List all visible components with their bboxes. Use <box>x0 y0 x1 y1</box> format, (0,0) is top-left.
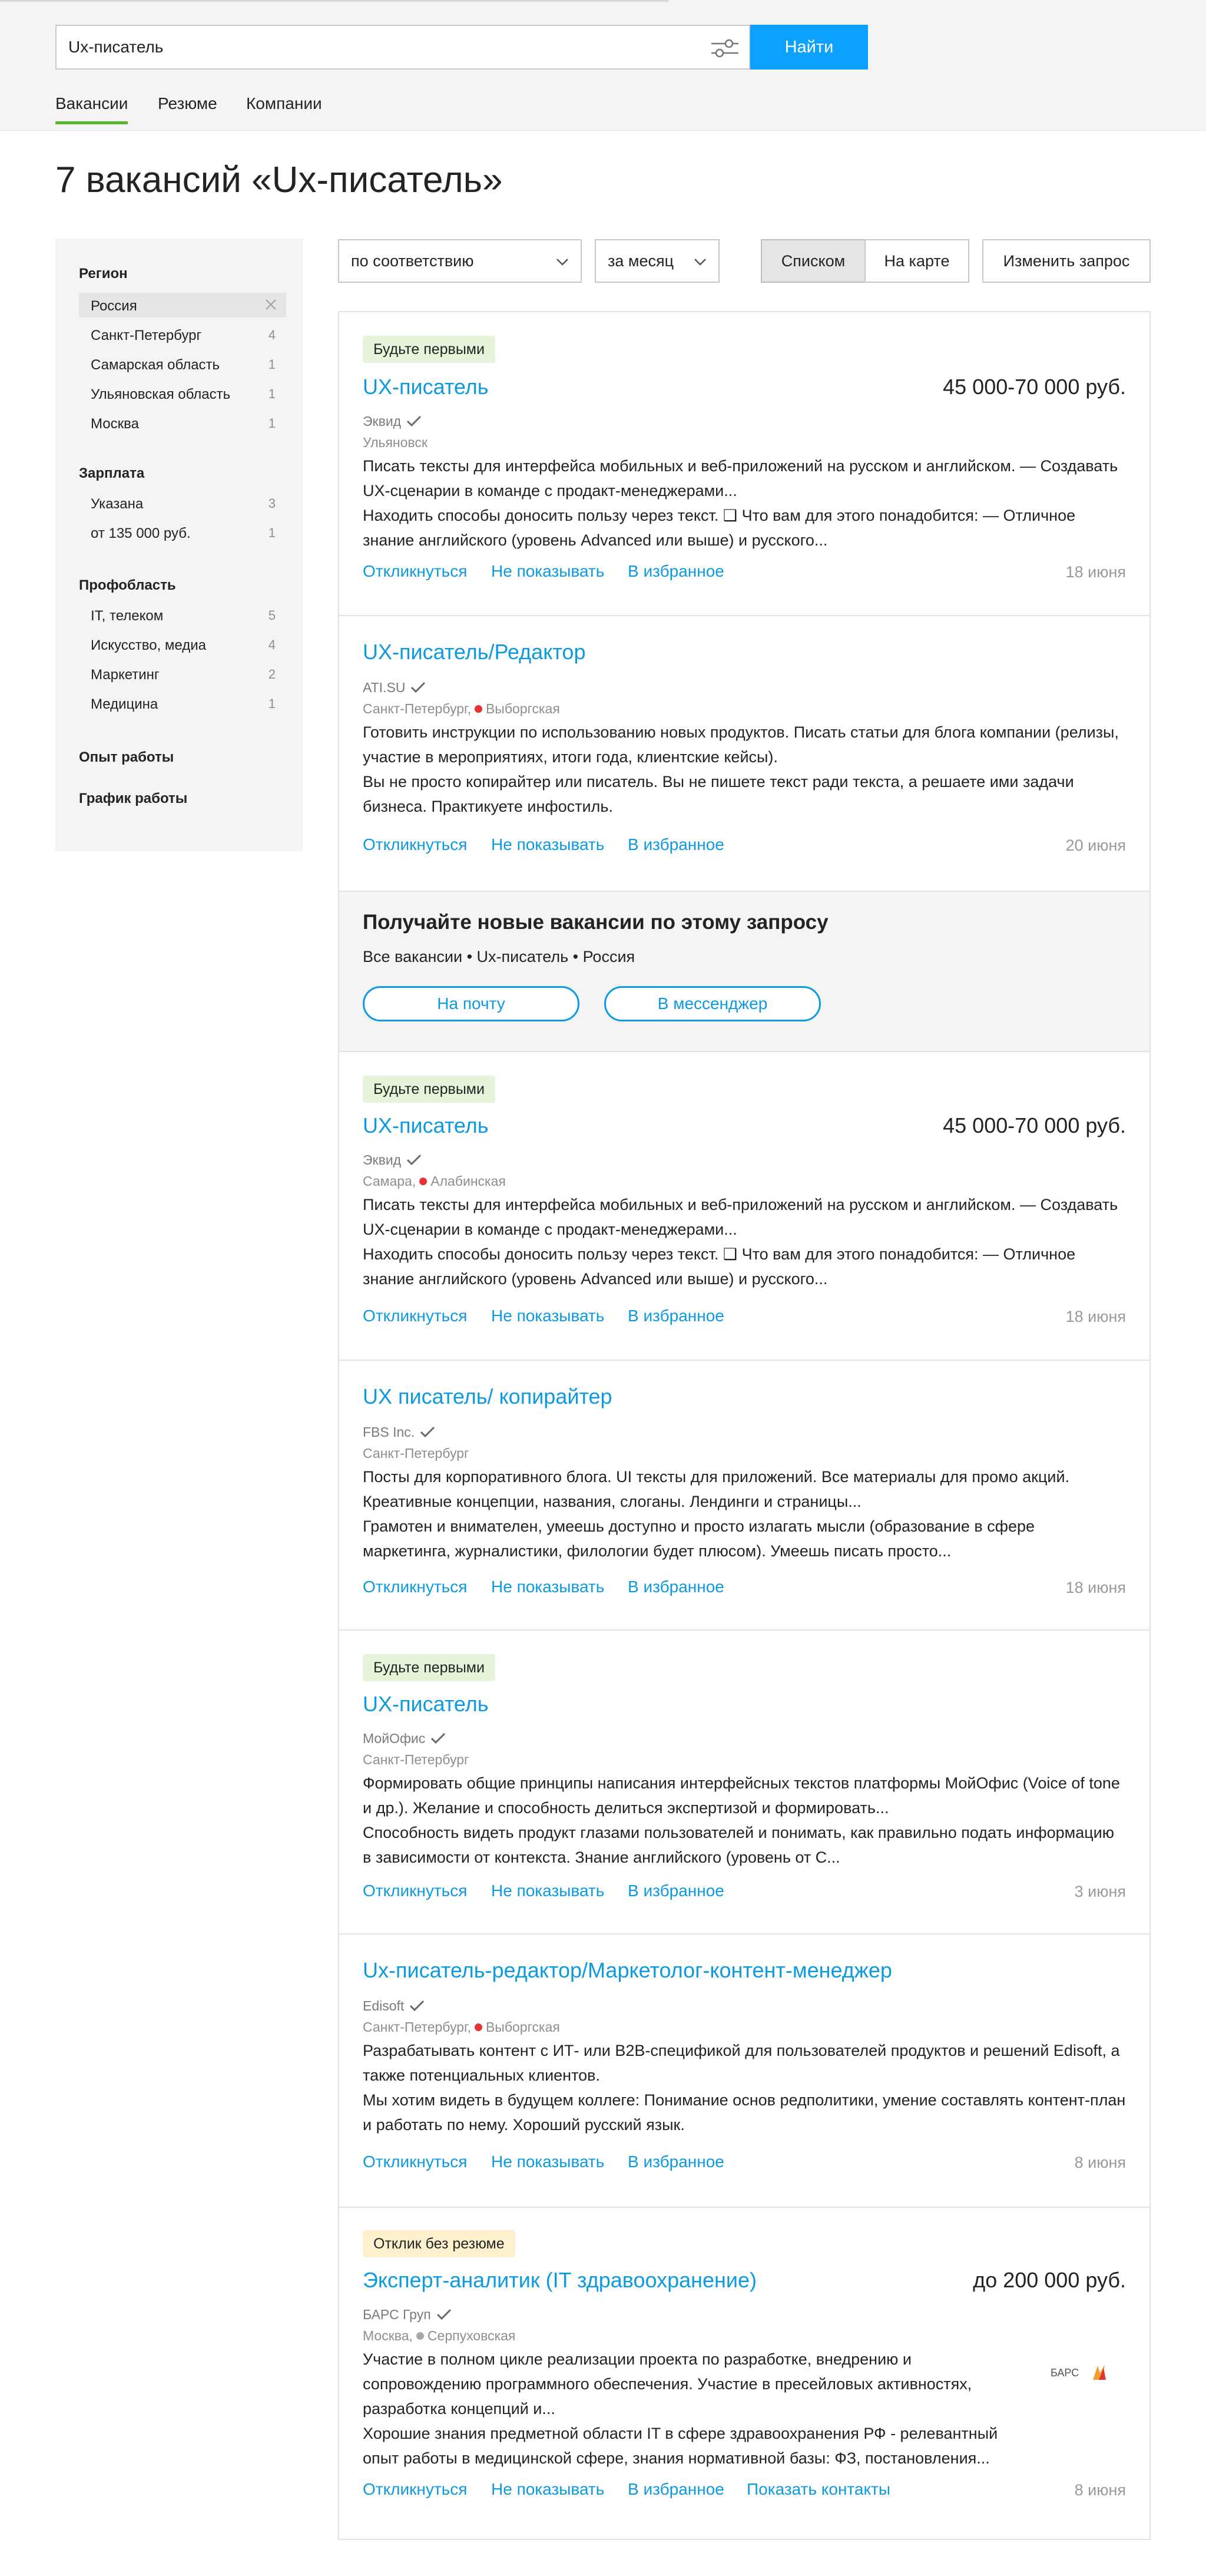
respond-link[interactable]: Откликнуться <box>363 1307 468 1325</box>
vacancy-requirements: Хорошие знания предметной области IT в сфере здравоохранения РФ - релевантный опыт работы в медицинской сфере, знания нормативной базы: ФЗ, постановления... <box>363 2425 998 2467</box>
vacancy-location <box>363 701 560 717</box>
vacancy-responsibilities: Посты для корпоративного блога. UI тексты для приложений. Все материалы для промо акций. Креативные концепции, названия, слоганы. Лендинги и страницы... <box>363 1468 1070 1510</box>
metro-station: Выборгская <box>485 2019 560 2035</box>
sort-select-value: по соответствию <box>351 252 474 270</box>
filter-item-label: Медицина <box>91 696 158 712</box>
respond-link[interactable]: Откликнуться <box>363 2480 468 2498</box>
verified-check-icon <box>406 1153 422 1166</box>
vacancy-requirements: Вы не просто копирайтер или писатель. Вы не пишете текст ради текста, а решаете ими задачи бизнеса. Практикуете инфостиль. <box>363 773 1074 815</box>
vacancy-card <box>339 1631 1149 1935</box>
close-icon[interactable] <box>264 297 278 312</box>
sort-select[interactable] <box>338 239 582 283</box>
vacancy-salary: до 200 000 руб. <box>973 2268 1126 2292</box>
vacancy-city: Санкт-Петербург, <box>363 2019 471 2035</box>
vacancy-location <box>363 435 428 451</box>
favorite-link[interactable]: В избранное <box>628 1881 724 1900</box>
filter-item-label: Москва <box>91 416 139 432</box>
top-divider <box>0 0 668 2</box>
respond-link[interactable]: Откликнуться <box>363 835 468 854</box>
subscribe-banner <box>339 892 1149 1052</box>
be-first-badge: Будьте первыми <box>363 1076 495 1103</box>
find-button[interactable]: Найти <box>750 25 868 70</box>
verified-check-icon <box>430 1732 446 1745</box>
tab-vacancies[interactable]: Вакансии <box>55 94 128 124</box>
company-name: МойОфис <box>363 1731 426 1746</box>
company-name: Эквид <box>363 414 402 429</box>
hide-link[interactable]: Не показывать <box>491 1881 605 1900</box>
vacancy-date: 18 июня <box>1065 1579 1126 1596</box>
vacancy-location <box>363 1752 469 1768</box>
vacancy-list <box>338 311 1151 2540</box>
be-first-badge: Будьте первыми <box>363 1654 495 1681</box>
filter-settings-icon[interactable] <box>710 37 740 60</box>
verified-check-icon <box>406 415 422 428</box>
no-resume-badge: Отклик без резюме <box>363 2230 515 2257</box>
filter-item-count: 1 <box>268 357 276 372</box>
vacancy-title-link[interactable]: UX-писатель <box>363 375 489 399</box>
metro-station: Выборгская <box>485 701 560 716</box>
filter-item-label: Самарская область <box>91 357 220 373</box>
filter-item-count: 4 <box>268 328 276 342</box>
filter-item-count: 2 <box>268 667 276 682</box>
vacancy-company[interactable] <box>363 2307 452 2323</box>
respond-link[interactable]: Откликнуться <box>363 1881 468 1900</box>
period-select-value: за месяц <box>608 252 674 270</box>
vacancy-title-link[interactable]: UX-писатель <box>363 1113 489 1137</box>
view-map-button[interactable]: На карте <box>864 239 969 283</box>
verified-check-icon <box>410 681 426 694</box>
vacancy-city: Ульяновск <box>363 435 428 450</box>
vacancy-responsibilities: Писать тексты для интерфейса мобильных и веб-приложений на русском и английском. — Создавать UX-сценарии в команде с продакт-менеджерами... <box>363 1196 1118 1238</box>
metro-station: Алабинская <box>430 1173 506 1189</box>
filter-group-profarea[interactable]: Профобласть <box>79 577 176 593</box>
filter-item-russia[interactable] <box>79 293 286 318</box>
filter-item-count: 5 <box>268 608 276 623</box>
filter-item-label: Санкт-Петербург <box>91 328 202 343</box>
filter-item-spb[interactable] <box>79 322 286 347</box>
filter-item-it[interactable] <box>79 603 286 627</box>
hide-link[interactable]: Не показывать <box>491 835 605 854</box>
filter-item-label: Россия <box>91 298 137 314</box>
vacancy-company[interactable] <box>363 1998 425 2014</box>
vacancy-company[interactable] <box>363 1424 436 1440</box>
favorite-link[interactable]: В избранное <box>628 562 724 580</box>
vacancy-requirements: Находить способы доносить пользу через текст. ❑ Что вам для этого понадобится: — Отличное знание английского (уровень Advanced или выше) и русского... <box>363 1245 1076 1288</box>
favorite-link[interactable]: В избранное <box>628 2480 724 2498</box>
vacancy-salary: 45 000-70 000 руб. <box>943 375 1126 399</box>
respond-link[interactable]: Откликнуться <box>363 562 468 580</box>
filter-item-count: 1 <box>268 525 276 540</box>
vacancy-date: 18 июня <box>1065 563 1126 581</box>
vacancy-card <box>339 312 1149 616</box>
filter-item-label: Ульяновская область <box>91 386 231 402</box>
company-name: ATI.SU <box>363 680 406 695</box>
filter-item-marketing[interactable] <box>79 662 286 686</box>
subscribe-title: Получайте новые вакансии по этому запросу <box>363 911 829 934</box>
vacancy-company[interactable] <box>363 1731 446 1747</box>
search-input[interactable] <box>68 34 681 60</box>
verified-check-icon <box>419 1426 436 1439</box>
hide-link[interactable]: Не показывать <box>491 2480 605 2498</box>
vacancy-city: Москва, <box>363 2328 413 2343</box>
vacancy-company[interactable] <box>363 680 426 696</box>
metro-icon <box>416 2332 424 2340</box>
vacancy-city: Санкт-Петербург <box>363 1752 469 1767</box>
verified-check-icon <box>409 1999 425 2012</box>
view-list-button[interactable]: Списком <box>761 239 866 283</box>
favorite-link[interactable]: В избранное <box>628 1307 724 1325</box>
favorite-link[interactable]: В избранное <box>628 835 724 854</box>
company-name: FBS Inc. <box>363 1424 415 1440</box>
vacancy-date: 20 июня <box>1065 836 1126 854</box>
vacancy-city: Самара, <box>363 1173 416 1189</box>
filter-item-count: 3 <box>268 496 276 511</box>
filter-item-ulyanovsk-region[interactable] <box>79 381 286 406</box>
vacancy-responsibilities: Участие в полном цикле реализации проекта по разработке, внедрению и сопровождению программного обеспечения. Участие в пресейловых активностях, разработка концепций и... <box>363 2350 972 2418</box>
subscribe-subtitle: Все вакансии • Ux-писатель • Россия <box>363 948 635 965</box>
company-name: Edisoft <box>363 1998 405 2013</box>
chevron-down-icon <box>555 254 570 269</box>
tab-resumes[interactable]: Резюме <box>158 94 217 113</box>
vacancy-company[interactable] <box>363 1152 422 1168</box>
filter-group-schedule[interactable]: График работы <box>79 791 188 806</box>
filter-item-medicine[interactable] <box>79 691 286 716</box>
vacancy-location <box>363 1446 469 1461</box>
tab-companies[interactable]: Компании <box>246 94 322 113</box>
filter-item-samara-region[interactable] <box>79 352 286 376</box>
company-name: БАРС Груп <box>363 2307 431 2322</box>
metro-icon <box>419 1178 427 1185</box>
vacancy-date: 18 июня <box>1065 1308 1126 1325</box>
respond-link[interactable]: Откликнуться <box>363 1578 468 1596</box>
company-logo-text: БАРС <box>1051 2367 1079 2379</box>
change-query-button[interactable]: Изменить запрос <box>982 239 1151 283</box>
hide-link[interactable]: Не показывать <box>491 562 605 580</box>
filter-item-label: Указана <box>91 496 144 512</box>
vacancy-date: 8 июня <box>1074 2481 1126 2499</box>
filter-item-label: IT, телеком <box>91 608 164 624</box>
vacancy-location <box>363 1173 506 1189</box>
vacancy-requirements: Грамотен и внимателен, умеешь доступно и просто излагать мысли (образование в сфере маркетинга, журналистики, филологии будет плюсом). Умеешь писать просто... <box>363 1517 1035 1560</box>
filter-item-count: 1 <box>268 386 276 401</box>
vacancy-date: 3 июня <box>1074 1883 1126 1900</box>
vacancy-responsibilities: Писать тексты для интерфейса мобильных и веб-приложений на русском и английском. — Создавать UX-сценарии в команде с продакт-менеджерами... <box>363 457 1118 500</box>
vacancy-location <box>363 2019 560 2035</box>
vacancy-card <box>339 1935 1149 2208</box>
page-title: 7 вакансий «Ux-писатель» <box>55 160 503 200</box>
vacancy-card <box>339 2208 1149 2539</box>
metro-station: Серпуховская <box>427 2328 516 2343</box>
favorite-link[interactable]: В избранное <box>628 1578 724 1596</box>
vacancy-responsibilities: Разрабатывать контент с ИТ- или B2B-спецификой для пользователей продуктов и решений Edisoft, а также потенциальных клиентов. <box>363 2042 1120 2084</box>
show-contacts-link[interactable]: Показать контакты <box>747 2480 891 2498</box>
filter-group-salary[interactable]: Зарплата <box>79 465 145 481</box>
vacancy-city: Санкт-Петербург, <box>363 701 471 716</box>
search-box <box>55 25 750 70</box>
filter-group-region[interactable]: Регион <box>79 266 128 282</box>
filter-group-experience[interactable]: Опыт работы <box>79 749 174 765</box>
subscribe-email-button[interactable]: На почту <box>363 986 579 1021</box>
filter-item-count: 4 <box>268 637 276 652</box>
vacancy-title-link[interactable]: UX-писатель <box>363 1692 489 1716</box>
metro-icon <box>475 2023 482 2031</box>
filter-item-salary-135000[interactable] <box>79 520 286 545</box>
filter-item-label: от 135 000 руб. <box>91 525 191 541</box>
vacancy-requirements: Мы хотим видеть в будущем коллеге: Понимание основ редполитики, умение составлять контент-план и работать по нему. Хороший русский язык. <box>363 2091 1126 2134</box>
vacancy-city: Санкт-Петербург <box>363 1446 469 1461</box>
filter-item-label: Искусство, медиа <box>91 637 206 653</box>
hide-link[interactable]: Не показывать <box>491 1578 605 1596</box>
filter-item-salary-specified[interactable] <box>79 491 286 515</box>
period-select[interactable] <box>595 239 720 283</box>
respond-link[interactable]: Откликнуться <box>363 2152 468 2171</box>
vacancy-date: 8 июня <box>1074 2154 1126 2171</box>
vacancy-title-link[interactable]: UX-писатель/Редактор <box>363 640 586 664</box>
vacancy-title-link[interactable]: Эксперт-аналитик (IT здравоохранение) <box>363 2268 757 2292</box>
chevron-down-icon <box>693 254 708 269</box>
vacancy-responsibilities: Формировать общие принципы написания интерфейсных текстов платформы МойОфис (Voice of tone и др.). Желание и способность делиться экспертизой и формировать... <box>363 1774 1120 1817</box>
verified-check-icon <box>436 2308 452 2321</box>
hide-link[interactable]: Не показывать <box>491 2152 605 2171</box>
filter-item-count: 1 <box>268 696 276 711</box>
filter-item-label: Маркетинг <box>91 667 160 683</box>
company-name: Эквид <box>363 1152 402 1168</box>
vacancy-title-link[interactable]: UX писатель/ копирайтер <box>363 1384 612 1408</box>
metro-icon <box>475 705 482 713</box>
search-header <box>0 0 1206 131</box>
vacancy-title-link[interactable]: Ux-писатель-редактор/Маркетолог-контент-менеджер <box>363 1958 892 1982</box>
vacancy-company[interactable] <box>363 414 422 429</box>
filter-item-count: 1 <box>268 416 276 431</box>
favorite-link[interactable]: В избранное <box>628 2152 724 2171</box>
vacancy-card <box>339 1052 1149 1361</box>
filter-item-moscow[interactable] <box>79 411 286 435</box>
subscribe-messenger-button[interactable]: В мессенджер <box>604 986 821 1021</box>
vacancy-location <box>363 2328 515 2344</box>
vacancy-requirements: Способность видеть продукт глазами пользователей и понимать, как правильно подать информацию в зависимости от контекста. Знание английского (уровень от С... <box>363 1824 1115 1866</box>
vacancy-card <box>339 1361 1149 1631</box>
filters-sidebar <box>55 239 303 851</box>
hide-link[interactable]: Не показывать <box>491 1307 605 1325</box>
vacancy-responsibilities: Готовить инструкции по использованию новых продуктов. Писать статьи для блога компании (релизы, участие в мероприятиях, итоги года, клиентские кейсы). <box>363 723 1119 766</box>
vacancy-card <box>339 616 1149 892</box>
filter-item-art-media[interactable] <box>79 632 286 657</box>
vacancy-requirements: Находить способы доносить пользу через текст. ❑ Что вам для этого понадобится: — Отличное знание английского (уровень Advanced или выше) и русского... <box>363 507 1076 549</box>
be-first-badge: Будьте первыми <box>363 336 495 363</box>
vacancy-salary: 45 000-70 000 руб. <box>943 1113 1126 1137</box>
company-logo[interactable] <box>1049 2362 1108 2383</box>
